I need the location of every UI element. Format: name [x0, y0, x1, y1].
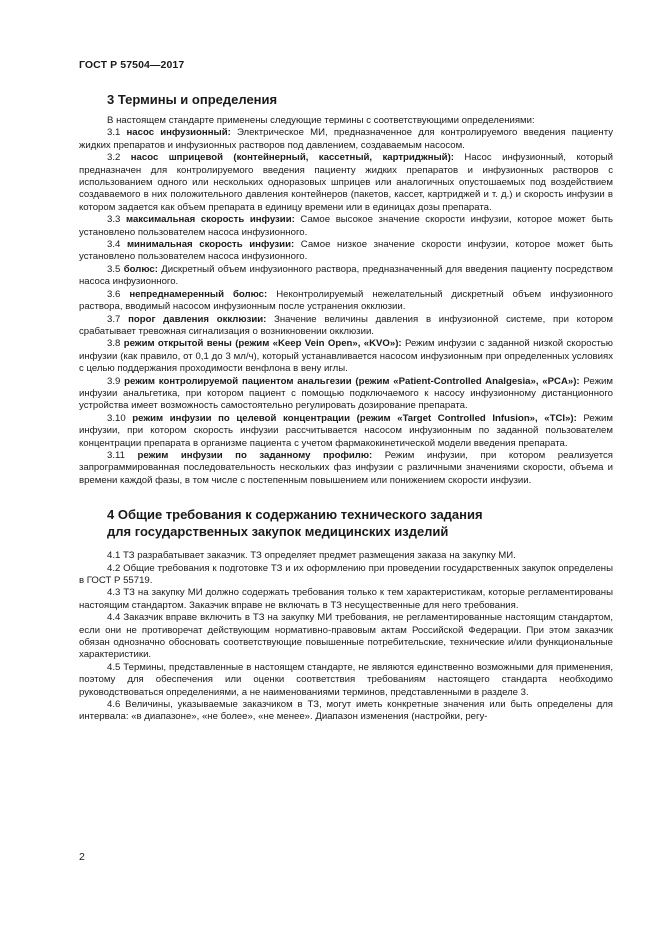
term-name: режим инфузии по заданному профилю:	[137, 449, 373, 461]
term-number: 3.3	[107, 214, 126, 226]
term-name: порог давления окклюзии:	[128, 313, 267, 325]
term-3-5	[79, 264, 613, 289]
term-number: 3.5	[107, 263, 124, 275]
term-definition: Неконтролируемый нежелательный дискретный объем инфузионного раствора, вводимый насосом инфузионным после устранения окклюзии.	[79, 288, 613, 313]
term-definition: Самое высокое значение скорости инфузии, которое может быть установлено пользователем насоса инфузионного.	[79, 214, 613, 238]
term-definition: Электрическое МИ, предназначенное для контролируемого введения пациенту жидких препаратов и инфузионных растворов под давлением, создаваемым насосом.	[79, 127, 613, 151]
clause-4-2: 4.2 Общие требования к подготовке ТЗ и их оформлению при проведении государственных закупок определены в ГОСТ Р 55719.	[79, 562, 613, 586]
standard-header: ГОСТ Р 57504—2017	[79, 59, 185, 71]
term-number: 3.2	[107, 152, 131, 164]
term-number: 3.7	[107, 313, 129, 325]
term-name: режим инфузии по целевой концентрации (режим «Target Controlled Infusion», «TCI»):	[132, 412, 577, 424]
page-content	[79, 92, 613, 724]
term-definition: Режим инфузии анальгетика, при котором пациент с помощью подключаемого к насосу инфузионному дистанционного устройства имеет возможность самостоятельно регулировать дозирование препарата.	[79, 375, 613, 412]
clause-4-4: 4.4 Заказчик вправе включить в ТЗ на закупку МИ требования, не регламентированные настоящим стандартом, если они не противоречат действующим нормативно-правовым актам Российской Федерации. При этом заказчик обязан однозначно обосновать соответствующие повышенные потребительские, технические и/или функциональные характеристики.	[79, 612, 613, 661]
term-3-4	[79, 239, 613, 264]
term-definition: Режим инфузии, при котором скорость инфузии рассчитывается насосом инфузионным по заданной пользователем концентрации препарата в организме пациента с учетом фармакокинетической модели введения препарата.	[79, 412, 613, 449]
term-number: 3.8	[107, 338, 124, 350]
term-definition: Дискретный объем инфузионного раствора, предназначенный для введения пациенту посредством насоса инфузионного.	[79, 263, 613, 288]
term-3-9	[79, 376, 613, 413]
term-definition: Режим инфузии, при котором реализуется запрограммированная последовательность нескольких фаз инфузии с различными значениями скорости, объема и времени каждой фазы, в том числе с постепенным повышением или понижением скорости инфузии.	[79, 449, 613, 486]
term-definition: Насос инфузионный, который предназначен для контролируемого введения пациенту жидких препаратов и инфузионных растворов с использованием одного или нескольких одноразовых шприцев или аналогичных опустошаемых под воздействием создаваемого в них положительного давления контейнеров (пакетов, кассет, картриджей и т. д.) и скорость инфузии в котором задается как объем препарата в единицу времени или в единицах дозы препарата.	[79, 152, 613, 213]
section-3-intro: В настоящем стандарте применены следующие термины с соответствующими определениями:	[107, 115, 535, 126]
term-number: 3.6	[107, 288, 130, 300]
term-name: насос шприцевой (контейнерный, кассетный, картриджный):	[130, 152, 454, 164]
term-name: болюс:	[123, 263, 158, 275]
clause-4-5: 4.5 Термины, представленные в настоящем стандарте, не являются единственно возможными для применения, поэтому для обеспечения или оценки соответствия требованиям настоящего стандарта необходимо руководствоваться определениями, а не наименованиями терминов, представленными в разделе 3.	[79, 661, 613, 698]
term-definition: Значение величины давления в инфузионной системе, при котором срабатывает тревожная сигнализация о возникновении окклюзии.	[79, 313, 613, 337]
term-3-7	[79, 314, 613, 339]
section-3-title: 3 Термины и определения	[107, 92, 278, 107]
term-3-10	[79, 413, 613, 450]
term-3-8	[79, 338, 613, 375]
clause-4-6: 4.6 Величины, указываемые заказчиком в ТЗ, могут иметь конкретные значения или быть определены для интервала: «в диапазоне», «не более», «не менее». Диапазон изменения (настройки, регу-	[79, 699, 613, 723]
term-3-2	[79, 152, 613, 214]
section-4-title-line-2: для государственных закупок медицинских изделий	[107, 524, 449, 540]
clause-4-1: 4.1 ТЗ разрабатывает заказчик. ТЗ определяет предмет размещения заказа на закупку МИ.	[107, 550, 516, 562]
term-name: минимальная скорость инфузии:	[126, 239, 295, 251]
term-definition: Самое низкое значение скорости инфузии, которое может быть установлено пользователем насоса инфузионного.	[79, 239, 613, 263]
term-name: режим контролируемой пациентом анальгезии (режим «Patient-Controlled Analgesia», «PCA»):	[124, 375, 580, 387]
term-name: насос инфузионный:	[126, 127, 231, 139]
section-4-title	[79, 506, 613, 540]
term-number: 3.10	[107, 412, 133, 424]
term-number: 3.9	[107, 375, 125, 387]
term-name: режим открытой вены (режим «Keep Vein Open», «KVO»):	[123, 338, 402, 350]
page-number: 2	[79, 851, 85, 863]
term-3-3	[79, 214, 613, 239]
term-number: 3.4	[107, 239, 127, 251]
term-name: максимальная скорость инфузии:	[125, 214, 295, 226]
term-definition: Режим инфузии с заданной низкой скоростью инфузии (как правило, от 0,1 до 3 мл/ч), который устанавливается насосом инфузионным при определенных условиях с целью поддержания проходимости венфлона в вену иглы.	[79, 338, 613, 375]
term-3-11	[79, 450, 613, 487]
term-number: 3.11	[107, 449, 138, 461]
term-3-1	[79, 127, 613, 152]
clause-4-3: 4.3 ТЗ на закупку МИ должно содержать требования только к тем характеристикам, которые регламентированы настоящим стандартом. Заказчик вправе не включать в ТЗ несущественные для него требования.	[79, 587, 613, 611]
term-name: непреднамеренный болюс:	[129, 288, 268, 300]
section-4-title-line-1: 4 Общие требования к содержанию технического задания	[107, 507, 483, 523]
term-number: 3.1	[107, 127, 127, 139]
term-3-6	[79, 289, 613, 314]
